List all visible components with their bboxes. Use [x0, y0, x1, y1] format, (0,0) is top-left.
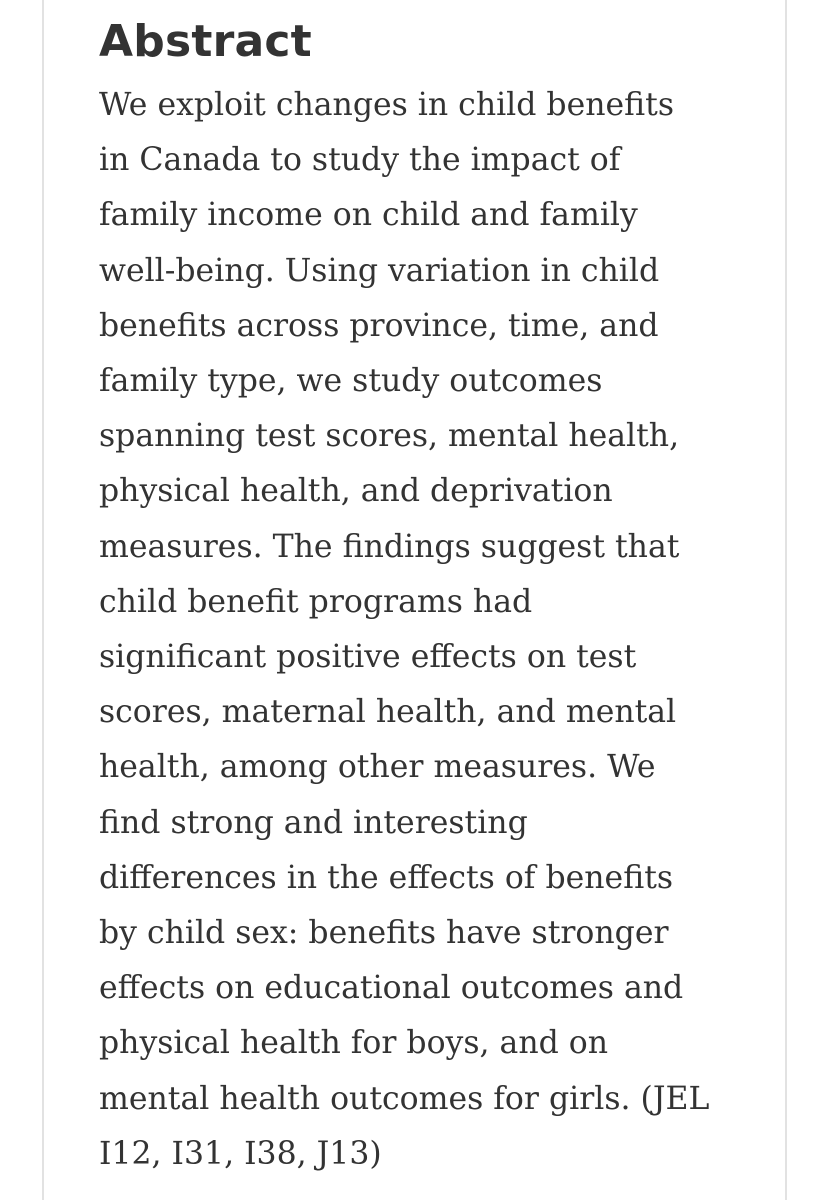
abstract-line: effects on educational outcomes and [99, 970, 684, 1007]
abstract-line: family income on child and family [99, 197, 638, 234]
abstract-line: spanning test scores, mental health, [99, 418, 680, 455]
abstract-line: by child sex: benefits have stronger [99, 915, 669, 952]
left-border-rule [42, 0, 44, 1200]
abstract-line: find strong and interesting [99, 804, 528, 841]
abstract-line: benefits across province, time, and [99, 307, 659, 344]
abstract-heading: Abstract [99, 16, 312, 67]
abstract-line: scores, maternal health, and mental [99, 694, 677, 731]
abstract-section [99, 14, 779, 1182]
abstract-line: health, among other measures. We [99, 749, 656, 786]
abstract-line: differences in the effects of benefits [99, 859, 674, 896]
abstract-line: mental health outcomes for girls. (JEL [99, 1080, 710, 1117]
abstract-line: family type, we study outcomes [99, 363, 603, 400]
abstract-line: I12, I31, I38, J13) [99, 1135, 382, 1172]
abstract-line: physical health, and deprivation [99, 473, 613, 510]
abstract-line: child benefit programs had [99, 583, 533, 620]
abstract-line: physical health for boys, and on [99, 1025, 609, 1062]
abstract-line: significant positive effects on test [99, 639, 637, 676]
abstract-line: We exploit changes in child benefits [99, 87, 674, 123]
abstract-line: in Canada to study the impact of [99, 142, 621, 179]
abstract-body [99, 78, 779, 1182]
abstract-line: well-being. Using variation in child [99, 252, 660, 289]
right-border-rule [785, 0, 787, 1200]
abstract-line: measures. The findings suggest that [99, 528, 680, 565]
